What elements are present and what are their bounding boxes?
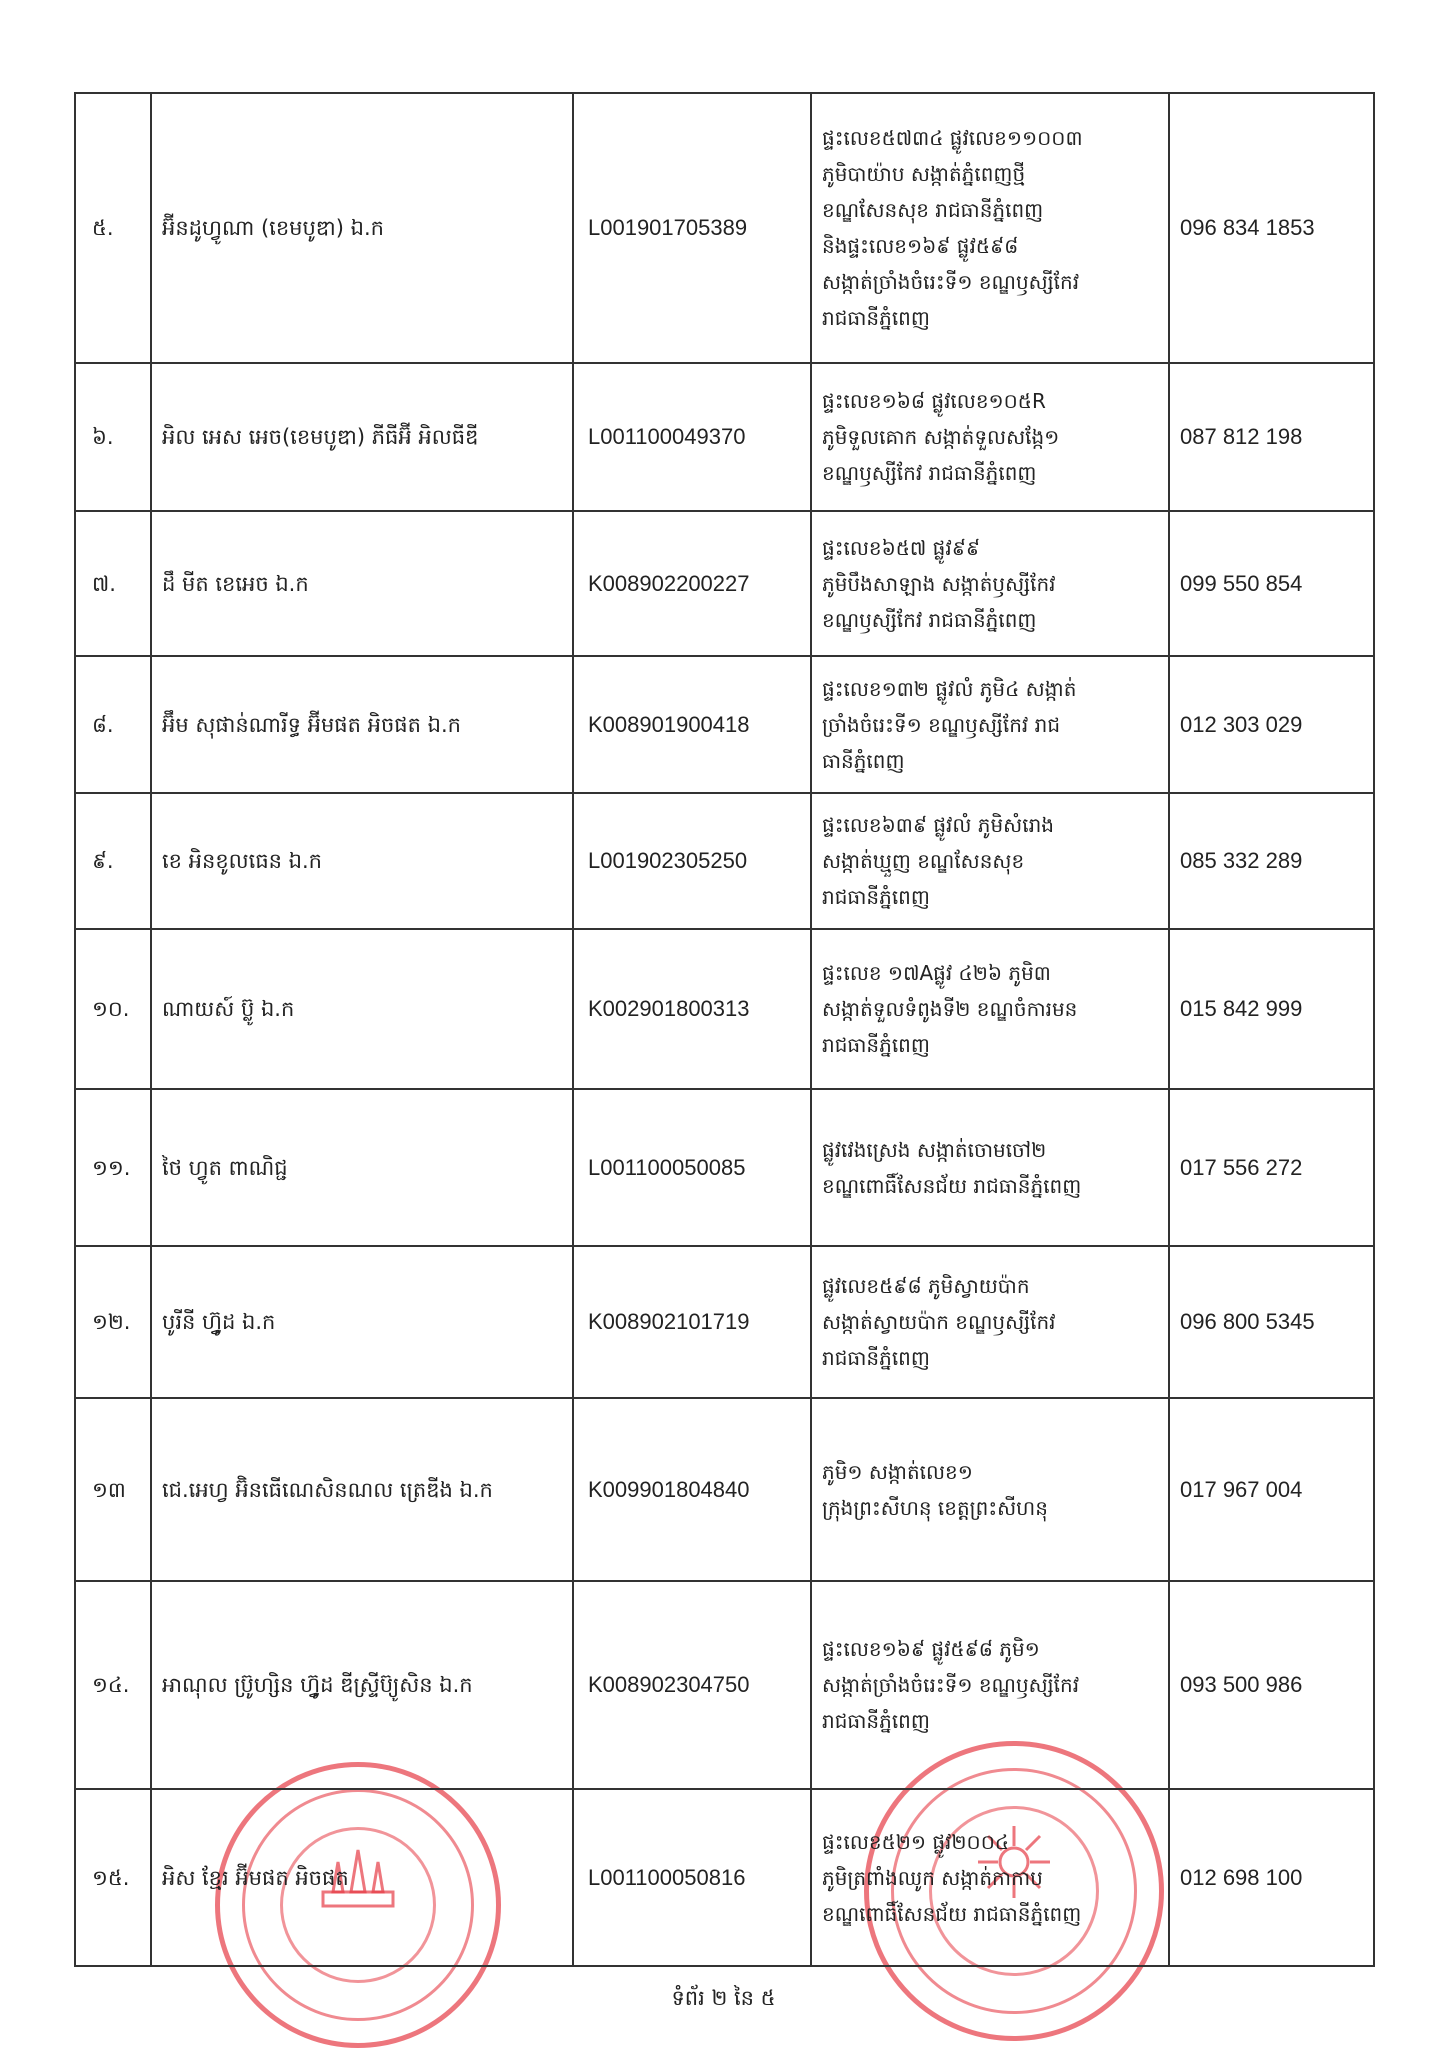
table-row xyxy=(75,1398,1374,1581)
registration-code: K008902101719 xyxy=(573,1246,811,1398)
address-line: ផ្ទះលេខ ១៧Aផ្លូវ ៤២៦ ភូមិ៣ xyxy=(822,961,1051,985)
row-number: ៧. xyxy=(75,511,151,656)
address-cell xyxy=(811,1089,1169,1246)
address-line: ខណ្ឌពោធិ៍សែនជ័យ រាជធានីភ្នំពេញ xyxy=(822,1901,1082,1926)
address-line: ផ្ទះលេខ៦៣៩ ផ្លូវលំ ភូមិសំរោង xyxy=(822,813,1054,837)
address-line: រាជធានីភ្នំពេញ xyxy=(822,306,930,330)
company-name: អាណុល ប្រ៊ូហ្សិន ហ្វ៊ូដ ឌីស្ទ្រីប៊្យូសិន ឯ.ក xyxy=(151,1581,573,1789)
address-cell xyxy=(811,363,1169,511)
registration-code: L001901705389 xyxy=(573,93,811,363)
table-row xyxy=(75,363,1374,511)
registration-code: K009901804840 xyxy=(573,1398,811,1581)
address-line: រាជធានីភ្នំពេញ xyxy=(822,1709,930,1733)
company-name: ជេ.អេហ្វ អ៊ិនធើណេសិនណល ត្រេឌីង ឯ.ក xyxy=(151,1398,573,1581)
address-line: ខណ្ឌឫស្សីកែវ រាជធានីភ្នំពេញ xyxy=(822,607,1037,632)
address-line: ខណ្ឌសែនសុខ រាជធានីភ្នំពេញ xyxy=(822,198,1044,222)
phone-number: 012 698 100 xyxy=(1169,1789,1374,1966)
address-line: ផ្ទះលេខ១៦៨ ផ្លូវលេខ១០៥R xyxy=(822,389,1046,413)
registration-code: L001100049370 xyxy=(573,363,811,511)
address-line: ក្រុងព្រះសីហនុ ខេត្តព្រះសីហនុ xyxy=(822,1495,1048,1520)
address-line: ផ្ទះលេខ១៦៩ ផ្លូវ៥៩៨ ភូមិ១ xyxy=(822,1637,1040,1661)
phone-number: 099 550 854 xyxy=(1169,511,1374,656)
address-line: ផ្លូវវេងស្រេង សង្កាត់ចោមចៅ២ xyxy=(822,1137,1047,1162)
table-row xyxy=(75,656,1374,793)
address-line: ភូមិទួលគោក សង្កាត់ទួលសង្កែ១ xyxy=(822,425,1060,449)
company-list-table xyxy=(74,92,1375,1967)
address-cell xyxy=(811,1581,1169,1789)
phone-number: 017 967 004 xyxy=(1169,1398,1374,1581)
phone-number: 015 842 999 xyxy=(1169,929,1374,1089)
table-row xyxy=(75,793,1374,929)
row-number: ៥. xyxy=(75,93,151,363)
row-number: ៦. xyxy=(75,363,151,511)
company-name: ខេ អិនខូលធេន ឯ.ក xyxy=(151,793,573,929)
phone-number: 087 812 198 xyxy=(1169,363,1374,511)
address-line: ផ្ទះលេខ៦៥៧ ផ្លូវ៩៩ xyxy=(822,535,981,560)
address-line: ភូមិបាយ៉ាប សង្កាត់ភ្នំពេញថ្មី xyxy=(822,162,1026,186)
company-name: អ៊ីនដូហ្វូណា (ខេមបូឌា) ឯ.ក xyxy=(151,93,573,363)
address-line: សង្កាត់ស្វាយប៉ាក ខណ្ឌឫស្សីកែវ xyxy=(822,1310,1056,1334)
address-line: ធានីភ្នំពេញ xyxy=(822,748,905,773)
row-number: ១០. xyxy=(75,929,151,1089)
address-cell xyxy=(811,1246,1169,1398)
address-cell xyxy=(811,511,1169,656)
address-cell xyxy=(811,656,1169,793)
phone-number: 085 332 289 xyxy=(1169,793,1374,929)
row-number: ៨. xyxy=(75,656,151,793)
row-number: ១៣ xyxy=(75,1398,151,1581)
row-number: ១២. xyxy=(75,1246,151,1398)
phone-number: 093 500 986 xyxy=(1169,1581,1374,1789)
address-line: សង្កាត់ទួលទំពូងទី២ ខណ្ឌចំការមន xyxy=(822,997,1078,1021)
address-cell xyxy=(811,1398,1169,1581)
address-line: ខណ្ឌពោធិ៍សែនជ័យ រាជធានីភ្នំពេញ xyxy=(822,1173,1082,1198)
row-number: ១១. xyxy=(75,1089,151,1246)
address-line: ផ្លូវលេខ៥៩៨ ភូមិស្វាយប៉ាក xyxy=(822,1274,1030,1298)
company-name: ណាយស៍ ប៊្លូ ឯ.ក xyxy=(151,929,573,1089)
registration-code: K008901900418 xyxy=(573,656,811,793)
address-cell xyxy=(811,793,1169,929)
company-name: ថៃ ហ្វូត ពាណិជ្ជ xyxy=(151,1089,573,1246)
address-line: ផ្ទះលេខ១៣២ ផ្លូវលំ ភូមិ៤ សង្កាត់ xyxy=(822,676,1077,701)
company-name: អ៊ឹម សុផាន់ណារីទ្ធ អ៊ីមផត អិចផត ឯ.ក xyxy=(151,656,573,793)
company-name: បូរីនី ហ្វ៊ូដ ឯ.ក xyxy=(151,1246,573,1398)
address-line: រាជធានីភ្នំពេញ xyxy=(822,885,930,909)
registration-code: K002901800313 xyxy=(573,929,811,1089)
table-row xyxy=(75,1089,1374,1246)
address-line: សង្កាត់ច្រាំងចំរេះទី១ ខណ្ឌឫស្សីកែវ xyxy=(822,270,1080,294)
page-content xyxy=(74,92,1373,2013)
company-name: ដឹ មីត ខេអេច ឯ.ក xyxy=(151,511,573,656)
address-line: រាជធានីភ្នំពេញ xyxy=(822,1033,930,1057)
page-number: ទំព័រ ២ នៃ ៥ xyxy=(671,1986,776,2010)
address-line: សង្កាត់ច្រាំងចំរេះទី១ ខណ្ឌឫស្សីកែវ xyxy=(822,1673,1080,1697)
table-row xyxy=(75,1789,1374,1966)
address-cell xyxy=(811,93,1169,363)
registration-code: L001902305250 xyxy=(573,793,811,929)
phone-number: 012 303 029 xyxy=(1169,656,1374,793)
address-cell xyxy=(811,1789,1169,1966)
table-row xyxy=(75,929,1374,1089)
address-cell xyxy=(811,929,1169,1089)
registration-code: K008902304750 xyxy=(573,1581,811,1789)
phone-number: 096 800 5345 xyxy=(1169,1246,1374,1398)
phone-number: 096 834 1853 xyxy=(1169,93,1374,363)
row-number: ១៥. xyxy=(75,1789,151,1966)
registration-code: K008902200227 xyxy=(573,511,811,656)
row-number: ៩. xyxy=(75,793,151,929)
company-name: អិល អេស អេច(ខេមបូឌា) ភីធីអ៊ី អិលធីឌី xyxy=(151,363,573,511)
address-line: ភូមិ១ សង្កាត់លេខ១ xyxy=(822,1459,973,1484)
company-name: អិស ខ្មែរ អ៊ីមផត អិចផត xyxy=(151,1789,573,1966)
address-line: ភូមិត្រពាំងឈូក សង្កាត់កាកាប xyxy=(822,1865,1043,1890)
table-row xyxy=(75,93,1374,363)
address-line: សង្កាត់ឃ្មួញ ខណ្ឌសែនសុខ xyxy=(822,849,1025,873)
registration-code: L001100050816 xyxy=(573,1789,811,1966)
address-line: និងផ្ទះលេខ១៦៩ ផ្លូវ៥៩៨ xyxy=(822,234,1019,258)
address-line: រាជធានីភ្នំពេញ xyxy=(822,1346,930,1370)
address-line: ច្រាំងចំរេះទី១ ខណ្ឌឫស្សីកែវ រាជ xyxy=(822,712,1061,737)
address-line: ខណ្ឌឫស្សីកែវ រាជធានីភ្នំពេញ xyxy=(822,461,1037,485)
table-row xyxy=(75,1581,1374,1789)
address-line: ផ្ទះលេខ៥២១ ផ្លូវ២០០៤ xyxy=(822,1829,1010,1854)
table-row xyxy=(75,511,1374,656)
table-row xyxy=(75,1246,1374,1398)
row-number: ១៤. xyxy=(75,1581,151,1789)
address-line: ភូមិបឹងសាឡាង សង្កាត់ឫស្សីកែវ xyxy=(822,571,1056,596)
phone-number: 017 556 272 xyxy=(1169,1089,1374,1246)
registration-code: L001100050085 xyxy=(573,1089,811,1246)
address-line: ផ្ទះលេខ៥៧៣៤ ផ្លូវលេខ១១០០៣ xyxy=(822,126,1083,150)
